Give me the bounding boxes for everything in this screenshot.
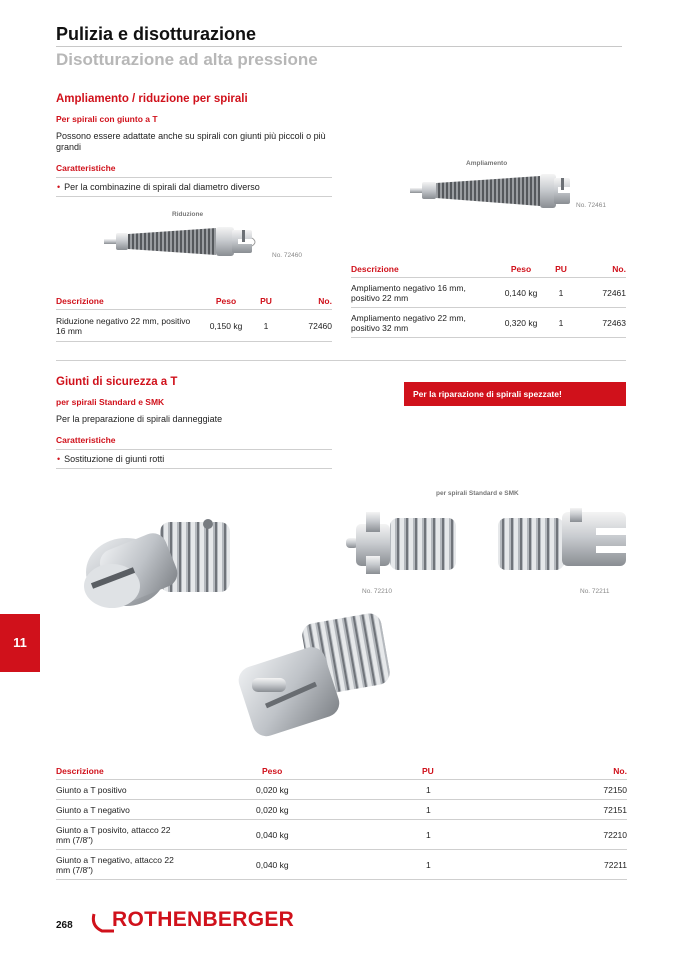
col-header-weight: Peso xyxy=(496,261,546,278)
section1-title: Ampliamento / riduzione per spirali xyxy=(56,93,248,105)
row-description: Riduzione negativo 22 mm, positivo 16 mm xyxy=(56,310,201,342)
row-number: 72210 xyxy=(532,820,627,850)
title-divider xyxy=(56,46,622,47)
section1-subtitle: Per spirali con giunto a T xyxy=(56,114,158,124)
page-subtitle: Disotturazione ad alta pressione xyxy=(56,50,318,69)
t-joint-image-female xyxy=(236,608,396,748)
t-joint-spec-table xyxy=(56,763,627,880)
col-header-description: Descrizione xyxy=(351,261,496,278)
repair-banner: Per la riparazione di spirali spezzate! xyxy=(404,382,626,406)
row-number: 72151 xyxy=(532,800,627,820)
row-number: 72463 xyxy=(576,308,626,338)
section2-subtitle: per spirali Standard e SMK xyxy=(56,397,165,407)
t-joint-72211-number: No. 72211 xyxy=(580,588,610,595)
row-weight: 0,020 kg xyxy=(236,780,372,800)
page-title: Pulizia e disotturazione xyxy=(56,24,257,44)
row-weight: 0,150 kg xyxy=(201,310,251,342)
t-joint-72210-number: No. 72210 xyxy=(362,588,392,595)
col-header-pu: PU xyxy=(251,293,281,310)
col-header-number: No. xyxy=(576,261,626,278)
row-weight: 0,140 kg xyxy=(496,278,546,308)
section1-feature-item: • Per la combinazine di spirali dal diametro diverso xyxy=(57,182,260,192)
expansion-spiral-image xyxy=(410,170,572,212)
expansion-spec-table xyxy=(351,261,626,338)
col-header-description: Descrizione xyxy=(56,763,236,780)
reduction-spec-table xyxy=(56,293,332,342)
row-description: Ampliamento negativo 16 mm, positivo 22 mm xyxy=(351,278,496,308)
brand-logo: ROTHENBERGER xyxy=(112,908,295,931)
row-weight: 0,320 kg xyxy=(496,308,546,338)
divider xyxy=(56,468,332,469)
row-number: 72211 xyxy=(532,850,627,880)
row-description: Ampliamento negativo 22 mm, positivo 32 mm xyxy=(351,308,496,338)
t-joint-72211-image xyxy=(496,502,628,584)
reduction-image-number: No. 72460 xyxy=(272,252,302,259)
row-pu: 1 xyxy=(251,310,281,342)
row-pu: 1 xyxy=(372,800,532,820)
t-joint-72210-image xyxy=(346,502,466,584)
row-description: Giunto a T posivito, attacco 22 mm (7/8") xyxy=(56,820,236,850)
t-joint-caption: per spirali Standard e SMK xyxy=(436,490,519,497)
col-header-weight: Peso xyxy=(236,763,372,780)
table-row xyxy=(351,308,626,338)
table-row xyxy=(56,800,627,820)
page-number: 268 xyxy=(56,920,73,931)
expansion-image-label: Ampliamento xyxy=(466,160,508,167)
row-description: Giunto a T negativo xyxy=(56,800,236,820)
row-weight: 0,040 kg xyxy=(236,820,372,850)
row-description: Giunto a T negativo, attacco 22 mm (7/8") xyxy=(56,850,236,880)
row-number: 72150 xyxy=(532,780,627,800)
row-number: 72460 xyxy=(281,310,332,342)
row-weight: 0,040 kg xyxy=(236,850,372,880)
row-pu: 1 xyxy=(372,820,532,850)
section2-features-heading: Caratteristiche xyxy=(56,435,116,445)
expansion-image-number: No. 72461 xyxy=(576,202,606,209)
section1-description: Possono essere adattate anche su spirali con giunti più piccoli o più grandi xyxy=(56,131,326,152)
row-number: 72461 xyxy=(576,278,626,308)
section1-features-heading: Caratteristiche xyxy=(56,163,116,173)
table-row xyxy=(56,820,627,850)
col-header-pu: PU xyxy=(372,763,532,780)
reduction-image-label: Riduzione xyxy=(172,211,204,218)
table-row xyxy=(351,278,626,308)
row-description: Giunto a T positivo xyxy=(56,780,236,800)
table-row xyxy=(56,310,332,342)
divider xyxy=(56,196,332,197)
col-header-description: Descrizione xyxy=(56,293,201,310)
row-pu: 1 xyxy=(546,308,576,338)
table-row xyxy=(56,850,627,880)
col-header-weight: Peso xyxy=(201,293,251,310)
section2-description: Per la preparazione di spirali danneggiate xyxy=(56,414,223,424)
row-pu: 1 xyxy=(372,780,532,800)
table-row xyxy=(56,780,627,800)
reduction-spiral-image xyxy=(104,222,262,262)
col-header-number: No. xyxy=(281,293,332,310)
divider xyxy=(56,449,332,450)
col-header-pu: PU xyxy=(546,261,576,278)
divider xyxy=(56,177,332,178)
section2-feature-item: • Sostituzione di giunti rotti xyxy=(57,454,165,464)
row-weight: 0,020 kg xyxy=(236,800,372,820)
row-pu: 1 xyxy=(372,850,532,880)
t-joint-image-male xyxy=(74,500,244,620)
col-header-number: No. xyxy=(532,763,627,780)
chapter-tab: 11 xyxy=(0,614,40,672)
section-divider xyxy=(56,360,626,361)
row-pu: 1 xyxy=(546,278,576,308)
section2-title: Giunti di sicurezza a T xyxy=(56,376,178,388)
